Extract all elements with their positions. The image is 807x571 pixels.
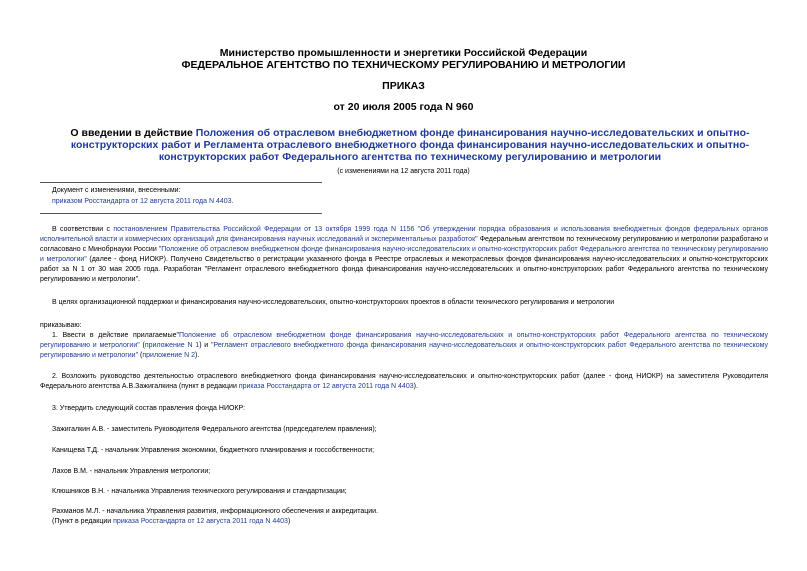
preamble-text-2: Федеральным агентством по техническому регулированию и метрологии разработано и согласовано с Минобрнауки России [40,236,769,253]
board-member: Клюшников В.Н. - начальника Управления технического регулирования и стандартизации; [52,488,347,495]
item2-link-order[interactable]: приказа Росстандарта от 12 августа 2011 года N 4403 [238,383,414,390]
document-type: ПРИКАЗ [382,80,425,92]
paragraph-order: приказываю: [40,322,82,329]
title-prefix: О введении в действие [70,127,196,139]
board-member: Зажигалкин А.В. - заместитель Руководителя Федерального агентства (председателем правления); [52,426,377,433]
board-member: Лахов В.М. - начальник Управления метрологии; [52,468,211,475]
ministry-name: Министерство промышленности и энергетики Российской Федерации [219,47,588,59]
item1-link-appendix-2[interactable]: приложение N 2 [142,352,195,359]
title-link[interactable]: Положения об отраслевом внебюджетном фонде финансирования научно-исследовательских и опытно-конструкторских работ и Регламента отраслевого внебюджетного фонда финансирования научно-исследовательских и опытно-конструкторских работ Федерального агентства по техническому регулированию и метрологии [70,127,750,163]
paragraph-preamble [40,225,768,285]
item1-text-3: ) и [199,342,211,349]
amendment-note-text-1: (Пункт в редакции [52,518,114,525]
document-title [50,127,770,163]
order-item-3: 3. Утвердить следующий состав правления фонда НИОКР: [52,405,245,412]
order-item-2 [40,372,768,392]
amendment-note [52,517,768,527]
item1-link-regulation[interactable]: Положение об отраслевом внебюджетном фонде финансирования научно-исследовательских и опытно-конструкторских работ Федерального агентства по техническому регулированию и метрологии" [40,332,768,349]
preamble-text-1: В соответствии с [52,226,114,233]
order-item-1 [40,331,768,361]
agency-name: ФЕДЕРАЛЬНОЕ АГЕНТСТВО ПО ТЕХНИЧЕСКОМУ РЕГУЛИРОВАНИЮ И МЕТРОЛОГИИ [181,59,626,71]
document-date-number: от 20 июля 2005 года N 960 [333,101,474,113]
amendment-note-link[interactable]: приказа Росстандарта от 12 августа 2011 года N 4403 [113,518,288,525]
preamble-text-3: (далее - фонд НИОКР). Получено Свидетельство о регистрации указанного фонда в Реестре отраслевых и межотраслевых фондов финансирования научно-исследовательских и опытно-конструкторских работ за N 1 от 30 мая 2005 года. Разработан "Регламент отраслевого внебюджетного фонда финансирования научно-исследовательских и опытно-конструкторских работ Федерального агентства по техническому регулированию и метрологии". [40,256,768,283]
board-member: Рахманов М.Л. - начальника Управления развития, информационного обеспечения и аккредитации. [52,508,379,515]
changes-note: (с изменениями на 12 августа 2011 года) [337,168,470,175]
preamble-link-decree[interactable]: постановлением Правительства Российской Федерации от 13 октября 1999 года N 1156 "Об утверждении порядка образования и использования внебюджетных фондов федеральных органов исполнительной власти и коммерческих организаций для финансирования научных исследований и экспериментальных разработок" [40,226,768,243]
amend-box-bottom-rule [40,213,322,214]
item1-link-rules[interactable]: "Регламент отраслевого внебюджетного фонда финансирования научно-исследовательских и опытно-конструкторских работ Федерального агентства по техническому регулированию и метрологии" [40,342,769,359]
board-member: Канищева Т.Д. - начальник Управления экономики, бюджетного планирования и госсобственности; [52,447,375,454]
item1-text-2: ( [139,342,145,349]
amend-box-top-rule [40,182,322,183]
item1-text-4: ( [138,352,143,359]
amend-box-link[interactable]: приказом Росстандарта от 12 августа 2011 года N 4403. [52,198,234,205]
amend-box-line: Документ с изменениями, внесенными: [52,187,181,194]
item2-text-1: 2. Возложить руководство деятельностью отраслевого внебюджетного фонда финансирования научно-исследовательских и опытно-конструкторских работ (далее - фонд НИОКР) на заместителя Руководителя Федерального агентства А.В.Зажигалкина (пункт в редакции [40,373,768,390]
preamble-link-regulation[interactable]: "Положение об отраслевом внебюджетном фонде финансирования научно-исследовательских и опытно-конструкторских работ Федерального агентства по техническому регулированию и метрологии" [40,246,768,263]
item1-text-5: ). [195,352,200,359]
item2-text-2: ). [413,383,418,390]
item1-link-appendix-1[interactable]: приложение N 1 [144,342,200,349]
item1-text-1: 1. Ввести в действие прилагаемые" [52,332,180,339]
amendment-note-text-2: ) [287,518,291,525]
paragraph-purpose: В целях организационной поддержки и финансирования научно-исследовательских, опытно-конструкторских проектов в области технического регулирования и метрологии [52,299,615,306]
